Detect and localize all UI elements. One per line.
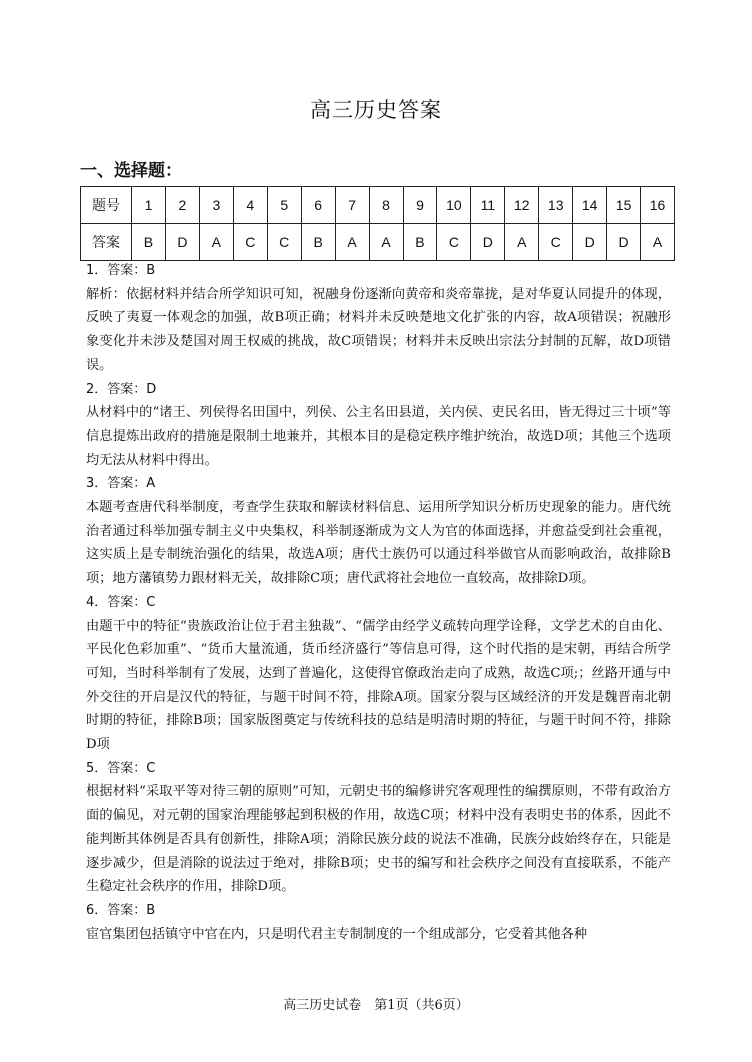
answer-cell: A <box>369 224 403 261</box>
answer-line: 4．答案：C <box>86 594 156 610</box>
number-cell: 16 <box>641 187 675 224</box>
answer-cell: D <box>471 224 505 261</box>
explanation-paragraph: 从材料中的“诸王、列侯得名田国中，列侯、公主名田县道，关内侯、吏民名田，皆无得过三十顷”等信息提炼出政府的措施是限制土地兼并，其根本目的是稳定秩序维护统治，故选D项；其他三个选项均无法从材料中得出。 <box>86 405 671 468</box>
number-cell: 10 <box>437 187 471 224</box>
question-number-row <box>81 187 675 224</box>
row-header-answer: 答案 <box>81 224 132 261</box>
row-header-number: 题号 <box>81 187 132 224</box>
answer-line: 6．答案：B <box>86 902 156 918</box>
answer-cell: C <box>267 224 301 261</box>
answer-line: 1．答案：B <box>86 263 156 278</box>
number-cell: 2 <box>165 187 199 224</box>
answer-row <box>81 224 675 261</box>
number-cell: 14 <box>573 187 607 224</box>
answer-cell: B <box>132 224 166 261</box>
number-cell: 7 <box>335 187 369 224</box>
explanation-paragraph: 宦官集团包括镇守中官在内，只是明代君主专制制度的一个组成部分，它受着其他各种 <box>86 926 588 942</box>
number-cell: 1 <box>132 187 166 224</box>
number-cell: 3 <box>199 187 233 224</box>
answer-cell: D <box>573 224 607 261</box>
answer-table <box>80 186 675 261</box>
explanation-paragraph: 由题干中的特征“贵族政治让位于君主独裁”、“儒学由经学义疏转向理学诠释，文学艺术的自由化、平民化色彩加重”、“货币大量流通，货币经济盛行”等信息可得，这个时代指的是宋朝，再结合所学可知，当时科举制有了发展，达到了普遍化，这使得官僚政治走向了成熟，故选C项;；丝路开通与中外交往的开启是汉代的特征，与题干时间不符，排除A项。国家分裂与区域经济的开发是魏晋南北朝时期的特征，排除B项；国家版图奠定与传统科技的总结是明清时期的特征，与题干时间不符，排除D项 <box>86 618 671 753</box>
number-cell: 6 <box>301 187 335 224</box>
answer-cell: C <box>437 224 471 261</box>
explanation-paragraph: 解析：依据材料并结合所学知识可知，祝融身份逐渐向黄帝和炎帝靠拢，是对华夏认同提升的体现，反映了夷夏一体观念的加强，故B项正确；材料并未反映楚地文化扩张的内容，故A项错误；祝融形象变化并未涉及楚国对周王权威的挑战，故C项错误；材料并未反映出宗法分封制的瓦解，故D项错误。 <box>86 286 671 373</box>
answer-cell: C <box>539 224 573 261</box>
answer-cell: A <box>199 224 233 261</box>
page-title: 高三历史答案 <box>310 98 442 122</box>
answer-cell: D <box>607 224 641 261</box>
answer-cell: B <box>403 224 437 261</box>
number-cell: 13 <box>539 187 573 224</box>
answer-cell: A <box>335 224 369 261</box>
answer-cell: D <box>165 224 199 261</box>
answer-cell: A <box>641 224 675 261</box>
number-cell: 11 <box>471 187 505 224</box>
answer-cell: C <box>233 224 267 261</box>
explanation-paragraph: 本题考查唐代科举制度，考查学生获取和解读材料信息、运用所学知识分析历史现象的能力。唐代统治者通过科举加强专制主义中央集权，科举制逐渐成为文人为官的体面选择，并愈益受到社会重视，这实质上是专制统治强化的结果，故选A项；唐代士族仍可以通过科举做官从而影响政治，故排除B项；地方藩镇势力跟材料无关，故排除C项；唐代武将社会地位一直较高，故排除D项。 <box>86 500 671 587</box>
explanations <box>86 259 671 946</box>
number-cell: 12 <box>505 187 539 224</box>
answer-cell: A <box>505 224 539 261</box>
number-cell: 8 <box>369 187 403 224</box>
answer-line: 2．答案：D <box>86 381 157 397</box>
number-cell: 5 <box>267 187 301 224</box>
answer-line: 5．答案：C <box>86 760 156 776</box>
page-footer: 高三历史试卷 第1页（共6页） <box>283 998 469 1013</box>
section-heading: 一、选择题： <box>80 161 182 181</box>
answer-cell: B <box>301 224 335 261</box>
number-cell: 15 <box>607 187 641 224</box>
answer-line: 3．答案：A <box>86 476 156 492</box>
explanation-paragraph: 根据材料“采取平等对待三朝的原则”可知，元朝史书的编修讲究客观理性的编撰原则，不带有政治方面的偏见，对元朝的国家治理能够起到积极的作用，故选C项；材料中没有表明史书的体系，因此不能判断其体例是否具有创新性，排除A项；消除民族分歧的说法不准确，民族分歧始终存在，只能是逐步减少，但是消除的说法过于绝对，排除B项；史书的编写和社会秩序之间没有直接联系，不能产生稳定社会秩序的作用，排除D项。 <box>86 784 671 895</box>
number-cell: 9 <box>403 187 437 224</box>
number-cell: 4 <box>233 187 267 224</box>
